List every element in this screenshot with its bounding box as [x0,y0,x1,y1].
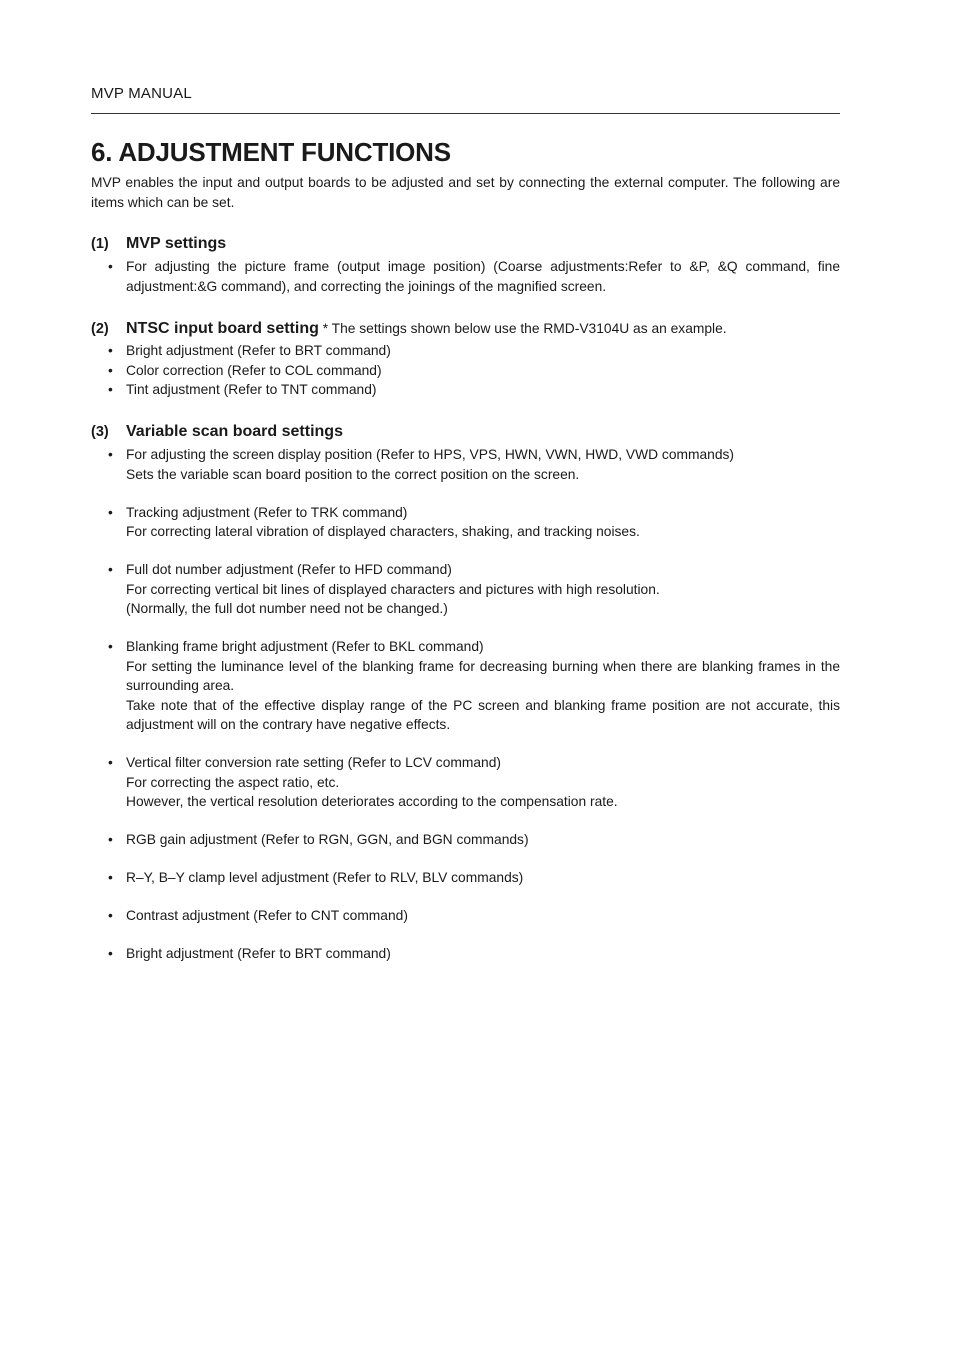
item-title: Blanking frame bright adjustment (Refer to BKL command) [126,639,484,654]
bullet-icon: • [108,447,113,462]
list-item-text: Tint adjustment (Refer to TNT command) [126,382,377,397]
item-note: (Normally, the full dot number need not be changed.) [126,601,448,616]
bullet-list [91,257,840,296]
list-item [91,637,840,735]
section-number: (3) [91,424,109,440]
section-heading [91,319,840,339]
bullet-icon: • [108,562,113,577]
item-note: However, the vertical resolution deteriorates according to the compensation rate. [126,794,618,809]
section-mvp-settings [91,234,840,296]
item-description: For correcting lateral vibration of displayed characters, shaking, and tracking noises. [126,524,640,539]
bullet-icon: • [108,343,113,358]
bullet-icon: • [108,504,113,520]
bullet-icon: • [108,870,113,885]
bullet-icon: • [108,639,113,654]
bullet-list [91,445,840,964]
list-item-text: Color correction (Refer to COL command) [126,362,382,378]
item-title: RGB gain adjustment (Refer to RGN, GGN, and BGN commands) [126,832,529,847]
section-variable-scan-board [91,422,840,982]
section-note: * The settings shown below use the RMD-V3104U as an example. [318,321,727,336]
list-item [91,560,840,619]
item-note: Take note that of the effective display range of the PC screen and blanking frame position are not accurate, this adjustment will on the contrary have negative effects. [126,697,840,732]
page-title: 6. ADJUSTMENT FUNCTIONS [91,137,451,167]
section-heading [91,422,840,442]
item-description: For correcting the aspect ratio, etc. [126,774,340,790]
section-title: MVP settings [126,235,227,252]
item-title: Contrast adjustment (Refer to CNT command) [126,908,408,923]
item-description: For setting the luminance level of the blanking frame for decreasing burning when there are blanking frames in the surrounding area. [126,658,840,693]
bullet-icon: • [108,362,113,378]
list-item [91,830,840,850]
section-title: Variable scan board settings [126,423,343,440]
item-title: R–Y, B–Y clamp level adjustment (Refer to RLV, BLV commands) [126,870,524,885]
item-title: Full dot number adjustment (Refer to HFD command) [126,562,452,577]
list-item [91,380,840,400]
list-item [91,906,840,926]
section-heading [91,234,840,254]
item-description: Sets the variable scan board position to the correct position on the screen. [126,466,580,482]
item-title: Tracking adjustment (Refer to TRK command) [126,504,408,520]
list-item [91,944,840,964]
section-ntsc-input-board [91,319,840,400]
bullet-icon: • [108,259,113,274]
section-title: NTSC input board setting [126,320,319,337]
intro-paragraph: MVP enables the input and output boards to be adjusted and set by connecting the external computer. The following are items which can be set. [91,175,840,210]
list-item [91,341,840,361]
item-description: For correcting vertical bit lines of displayed characters and pictures with high resolution. [126,581,660,597]
section-number: (2) [91,321,109,337]
header-divider [91,113,840,114]
item-title: For adjusting the screen display position (Refer to HPS, VPS, HWN, VWN, HWD, VWD commands) [126,447,735,462]
list-item [91,445,840,484]
bullet-icon: • [108,908,113,923]
section-number: (1) [91,236,109,252]
bullet-icon: • [108,755,113,770]
list-item [91,503,840,542]
list-item-text: Bright adjustment (Refer to BRT command) [126,343,391,358]
bullet-icon: • [108,832,113,847]
bullet-list [91,341,840,400]
bullet-icon: • [108,382,113,397]
list-item-text: For adjusting the picture frame (output image position) (Coarse adjustments:Refer to &P, &Q command, fine adjustment:&G command), and correcting the joinings of the magnified screen. [126,259,840,294]
list-item [91,257,840,296]
running-header: MVP MANUAL [91,85,192,102]
item-title: Bright adjustment (Refer to BRT command) [126,946,391,961]
list-item [91,868,840,888]
item-title: Vertical filter conversion rate setting (Refer to LCV command) [126,755,501,770]
bullet-icon: • [108,946,113,961]
list-item [91,361,840,381]
list-item [91,753,840,812]
